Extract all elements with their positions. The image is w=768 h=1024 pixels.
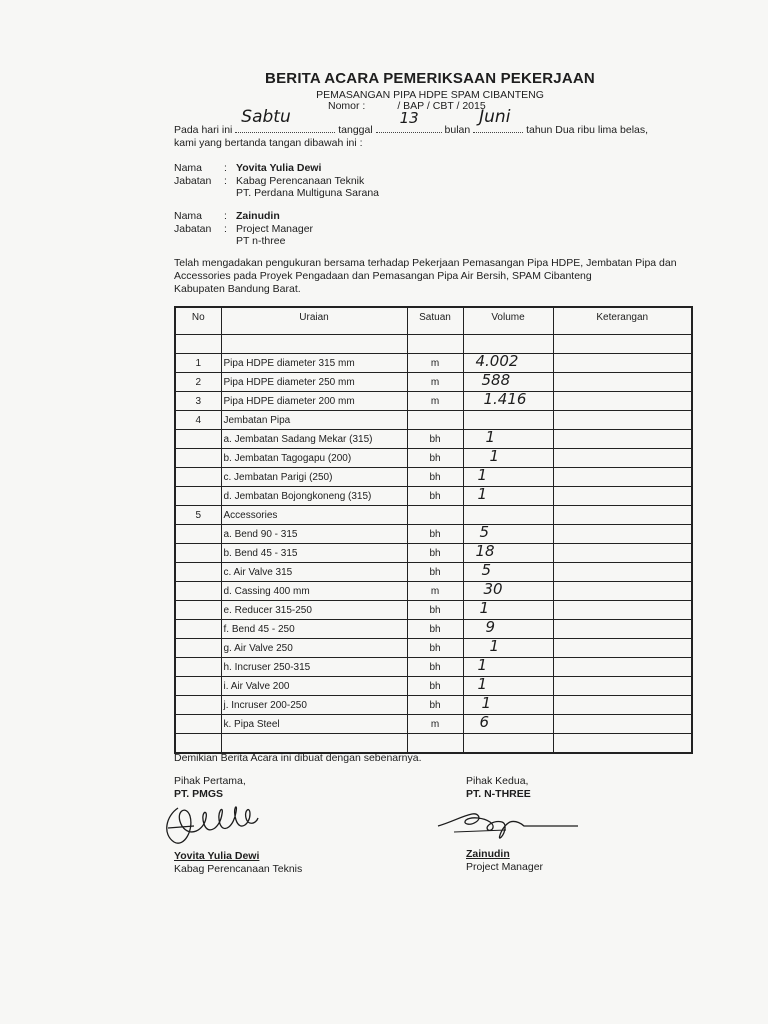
volume-handwritten: 18	[475, 543, 495, 560]
table-row	[175, 639, 692, 658]
row-satuan: m	[407, 373, 463, 392]
tanggal-handwritten: 13	[399, 109, 419, 127]
row-volume	[463, 677, 553, 696]
row-uraian: k. Pipa Steel	[221, 715, 407, 734]
table-body	[175, 335, 692, 754]
row-no: 5	[175, 506, 221, 525]
row-keterangan	[553, 411, 692, 430]
volume-handwritten: 9	[485, 619, 496, 636]
table-row	[175, 525, 692, 544]
header-uraian: Uraian	[221, 307, 407, 335]
row-keterangan	[553, 468, 692, 487]
row-satuan: bh	[407, 696, 463, 715]
row-uraian: b. Jembatan Tagogapu (200)	[221, 449, 407, 468]
right-signatory-title: Project Manager	[466, 860, 544, 873]
pihak-pertama-label: Pihak Pertama,	[174, 775, 246, 787]
volume-handwritten: 1	[477, 676, 488, 693]
person-2-name: Zainudin	[236, 210, 280, 222]
table-row	[175, 506, 692, 525]
row-no	[175, 620, 221, 639]
table-row	[175, 715, 692, 734]
row-keterangan	[553, 487, 692, 506]
row-uraian: i. Air Valve 200	[221, 677, 407, 696]
left-signatory-name: Yovita Yulia Dewi	[174, 850, 260, 862]
row-volume	[463, 449, 553, 468]
row-no: 4	[175, 411, 221, 430]
row-uraian	[221, 734, 407, 754]
row-no	[175, 487, 221, 506]
row-satuan: bh	[407, 601, 463, 620]
row-no	[175, 601, 221, 620]
row-volume	[463, 563, 553, 582]
row-keterangan	[553, 620, 692, 639]
nomor-value: / BAP / CBT / 2015	[397, 100, 486, 112]
measurement-table	[174, 306, 693, 754]
row-keterangan	[553, 392, 692, 411]
row-volume	[463, 620, 553, 639]
row-no	[175, 449, 221, 468]
header-volume: Volume	[463, 307, 553, 335]
row-volume	[463, 468, 553, 487]
row-no: 3	[175, 392, 221, 411]
row-volume	[463, 544, 553, 563]
table-row	[175, 544, 692, 563]
row-keterangan	[553, 430, 692, 449]
person-1-block	[174, 162, 379, 200]
pada-hari-ini-label: Pada hari ini	[174, 124, 233, 136]
row-volume	[463, 487, 553, 506]
row-no	[175, 715, 221, 734]
row-uraian: f. Bend 45 - 250	[221, 620, 407, 639]
row-no	[175, 658, 221, 677]
row-satuan: m	[407, 354, 463, 373]
nomor-label: Nomor :	[328, 100, 366, 112]
row-volume	[463, 658, 553, 677]
row-keterangan	[553, 639, 692, 658]
volume-handwritten: 4.002	[475, 353, 519, 370]
row-no	[175, 430, 221, 449]
document-subtitle: PEMASANGAN PIPA HDPE SPAM CIBANTENG	[316, 89, 544, 101]
row-volume	[463, 601, 553, 620]
row-uraian: b. Bend 45 - 315	[221, 544, 407, 563]
volume-handwritten: 30	[483, 581, 503, 598]
signature-right-name-block	[466, 848, 543, 873]
row-uraian	[221, 335, 407, 354]
document-title: BERITA ACARA PEMERIKSAAN PEKERJAAN	[265, 70, 595, 87]
row-uraian: Pipa HDPE diameter 200 mm	[221, 392, 407, 411]
nama-label: Nama	[174, 162, 203, 174]
row-keterangan	[553, 544, 692, 563]
tanggal-label: tanggal	[338, 124, 373, 136]
nama-label: Nama	[174, 210, 203, 222]
table-row	[175, 582, 692, 601]
volume-handwritten: 6	[479, 714, 490, 731]
row-keterangan	[553, 601, 692, 620]
row-uraian: c. Air Valve 315	[221, 563, 407, 582]
table-row	[175, 563, 692, 582]
row-satuan	[407, 734, 463, 754]
row-no	[175, 544, 221, 563]
row-uraian: h. Incruser 250-315	[221, 658, 407, 677]
statement-paragraph	[174, 257, 694, 296]
row-satuan: m	[407, 715, 463, 734]
person-1-company: PT. Perdana Multiguna Sarana	[236, 187, 380, 199]
row-keterangan	[553, 658, 692, 677]
row-uraian: Pipa HDPE diameter 315 mm	[221, 354, 407, 373]
row-keterangan	[553, 354, 692, 373]
row-uraian: j. Incruser 200-250	[221, 696, 407, 715]
table-row	[175, 392, 692, 411]
row-uraian: a. Bend 90 - 315	[221, 525, 407, 544]
row-volume	[463, 411, 553, 430]
hari-field	[235, 107, 335, 133]
row-volume	[463, 715, 553, 734]
left-signatory-title: Kabag Perencanaan Teknis	[174, 862, 303, 875]
bulan-field	[473, 107, 523, 133]
row-volume	[463, 734, 553, 754]
row-volume	[463, 639, 553, 658]
volume-handwritten: 1	[489, 448, 500, 465]
row-no: 2	[175, 373, 221, 392]
row-volume	[463, 506, 553, 525]
jabatan-label: Jabatan	[174, 222, 212, 235]
jabatan-label: Jabatan	[174, 174, 212, 187]
table-row	[175, 430, 692, 449]
hari-handwritten: Sabtu	[241, 107, 291, 127]
volume-handwritten: 1.416	[483, 391, 527, 408]
row-satuan: bh	[407, 544, 463, 563]
row-no	[175, 582, 221, 601]
row-uraian: d. Cassing 400 mm	[221, 582, 407, 601]
row-keterangan	[553, 677, 692, 696]
colon: :	[224, 174, 227, 187]
row-satuan: m	[407, 582, 463, 601]
row-uraian: a. Jembatan Sadang Mekar (315)	[221, 430, 407, 449]
row-keterangan	[553, 335, 692, 354]
table-row	[175, 601, 692, 620]
row-no: 1	[175, 354, 221, 373]
row-uraian: e. Reducer 315-250	[221, 601, 407, 620]
row-keterangan	[553, 582, 692, 601]
tanggal-field	[376, 109, 442, 133]
row-satuan: bh	[407, 639, 463, 658]
row-satuan: bh	[407, 449, 463, 468]
row-uraian: d. Jembatan Bojongkoneng (315)	[221, 487, 407, 506]
row-satuan: bh	[407, 677, 463, 696]
table-row	[175, 620, 692, 639]
volume-handwritten: 1	[477, 467, 488, 484]
row-volume	[463, 430, 553, 449]
volume-handwritten: 5	[479, 524, 490, 541]
person-2-position: Project Manager	[236, 222, 314, 235]
right-company: PT. N-THREE	[466, 787, 531, 800]
row-no	[175, 639, 221, 658]
volume-handwritten: 1	[489, 638, 500, 655]
intro-line-2: kami yang bertanda tangan dibawah ini :	[174, 137, 363, 149]
left-company: PT. PMGS	[174, 787, 224, 800]
table-row	[175, 487, 692, 506]
row-volume	[463, 696, 553, 715]
table-row	[175, 658, 692, 677]
volume-handwritten: 5	[481, 562, 492, 579]
row-satuan: bh	[407, 430, 463, 449]
row-uraian: g. Air Valve 250	[221, 639, 407, 658]
person-1-name: Yovita Yulia Dewi	[236, 162, 322, 174]
table-row	[175, 354, 692, 373]
volume-handwritten: 1	[485, 429, 496, 446]
volume-handwritten: 1	[477, 486, 488, 503]
table-row	[175, 411, 692, 430]
row-no	[175, 563, 221, 582]
volume-handwritten: 1	[477, 657, 488, 674]
volume-handwritten: 588	[481, 372, 511, 389]
row-satuan	[407, 335, 463, 354]
table-row	[175, 468, 692, 487]
tahun-text: tahun Dua ribu lima belas,	[526, 124, 649, 136]
row-keterangan	[553, 373, 692, 392]
volume-handwritten: 1	[481, 695, 492, 712]
table-header-row	[175, 307, 692, 335]
paragraph-line-2: Accessories pada Proyek Pengadaan dan Pemasangan Pipa Air Bersih, SPAM Cibanteng	[174, 270, 592, 282]
row-uraian: Jembatan Pipa	[221, 411, 407, 430]
colon: :	[224, 222, 227, 235]
row-keterangan	[553, 525, 692, 544]
table-row	[175, 696, 692, 715]
row-uraian: Pipa HDPE diameter 250 mm	[221, 373, 407, 392]
paragraph-line-1: Telah mengadakan pengukuran bersama terhadap Pekerjaan Pemasangan Pipa HDPE, Jembatan Pipa dan	[174, 257, 677, 269]
bulan-label: bulan	[444, 124, 471, 136]
row-no	[175, 677, 221, 696]
volume-handwritten: 1	[479, 600, 490, 617]
colon: :	[224, 162, 227, 174]
row-satuan: bh	[407, 487, 463, 506]
row-satuan	[407, 506, 463, 525]
row-volume	[463, 525, 553, 544]
bulan-handwritten: Juni	[479, 107, 511, 127]
row-keterangan	[553, 734, 692, 754]
row-uraian: c. Jembatan Parigi (250)	[221, 468, 407, 487]
row-no	[175, 734, 221, 754]
pihak-kedua-label: Pihak Kedua,	[466, 775, 529, 787]
row-volume	[463, 392, 553, 411]
table-row	[175, 449, 692, 468]
table-row	[175, 677, 692, 696]
row-volume	[463, 354, 553, 373]
right-signatory-name: Zainudin	[466, 848, 510, 860]
paragraph-line-3: Kabupaten Bandung Barat.	[174, 283, 301, 295]
row-keterangan	[553, 715, 692, 734]
row-satuan: m	[407, 392, 463, 411]
row-no	[175, 696, 221, 715]
row-keterangan	[553, 563, 692, 582]
row-volume	[463, 582, 553, 601]
signature-right	[466, 775, 531, 800]
row-satuan: bh	[407, 525, 463, 544]
row-keterangan	[553, 449, 692, 468]
row-volume	[463, 335, 553, 354]
header-no: No	[175, 307, 221, 335]
header-satuan: Satuan	[407, 307, 463, 335]
person-2-company: PT n-three	[236, 235, 286, 247]
row-uraian: Accessories	[221, 506, 407, 525]
row-keterangan	[553, 506, 692, 525]
row-keterangan	[553, 696, 692, 715]
right-signature-scribble	[432, 802, 582, 842]
person-2-block	[174, 210, 313, 248]
row-satuan: bh	[407, 620, 463, 639]
row-satuan: bh	[407, 468, 463, 487]
table-row	[175, 734, 692, 754]
intro-line-1	[174, 107, 649, 137]
table-row	[175, 335, 692, 354]
row-satuan: bh	[407, 563, 463, 582]
person-1-position: Kabag Perencanaan Teknik	[236, 174, 365, 187]
closing-statement: Demikian Berita Acara ini dibuat dengan sebenarnya.	[174, 752, 422, 764]
row-no	[175, 468, 221, 487]
row-satuan: bh	[407, 658, 463, 677]
row-no	[175, 525, 221, 544]
left-signature-scribble	[160, 787, 270, 852]
row-satuan	[407, 411, 463, 430]
row-volume	[463, 373, 553, 392]
colon: :	[224, 210, 227, 222]
intro-text	[174, 107, 649, 150]
row-no	[175, 335, 221, 354]
signature-left-name-block	[174, 850, 302, 875]
table-row	[175, 373, 692, 392]
header-keterangan: Keterangan	[553, 307, 692, 335]
